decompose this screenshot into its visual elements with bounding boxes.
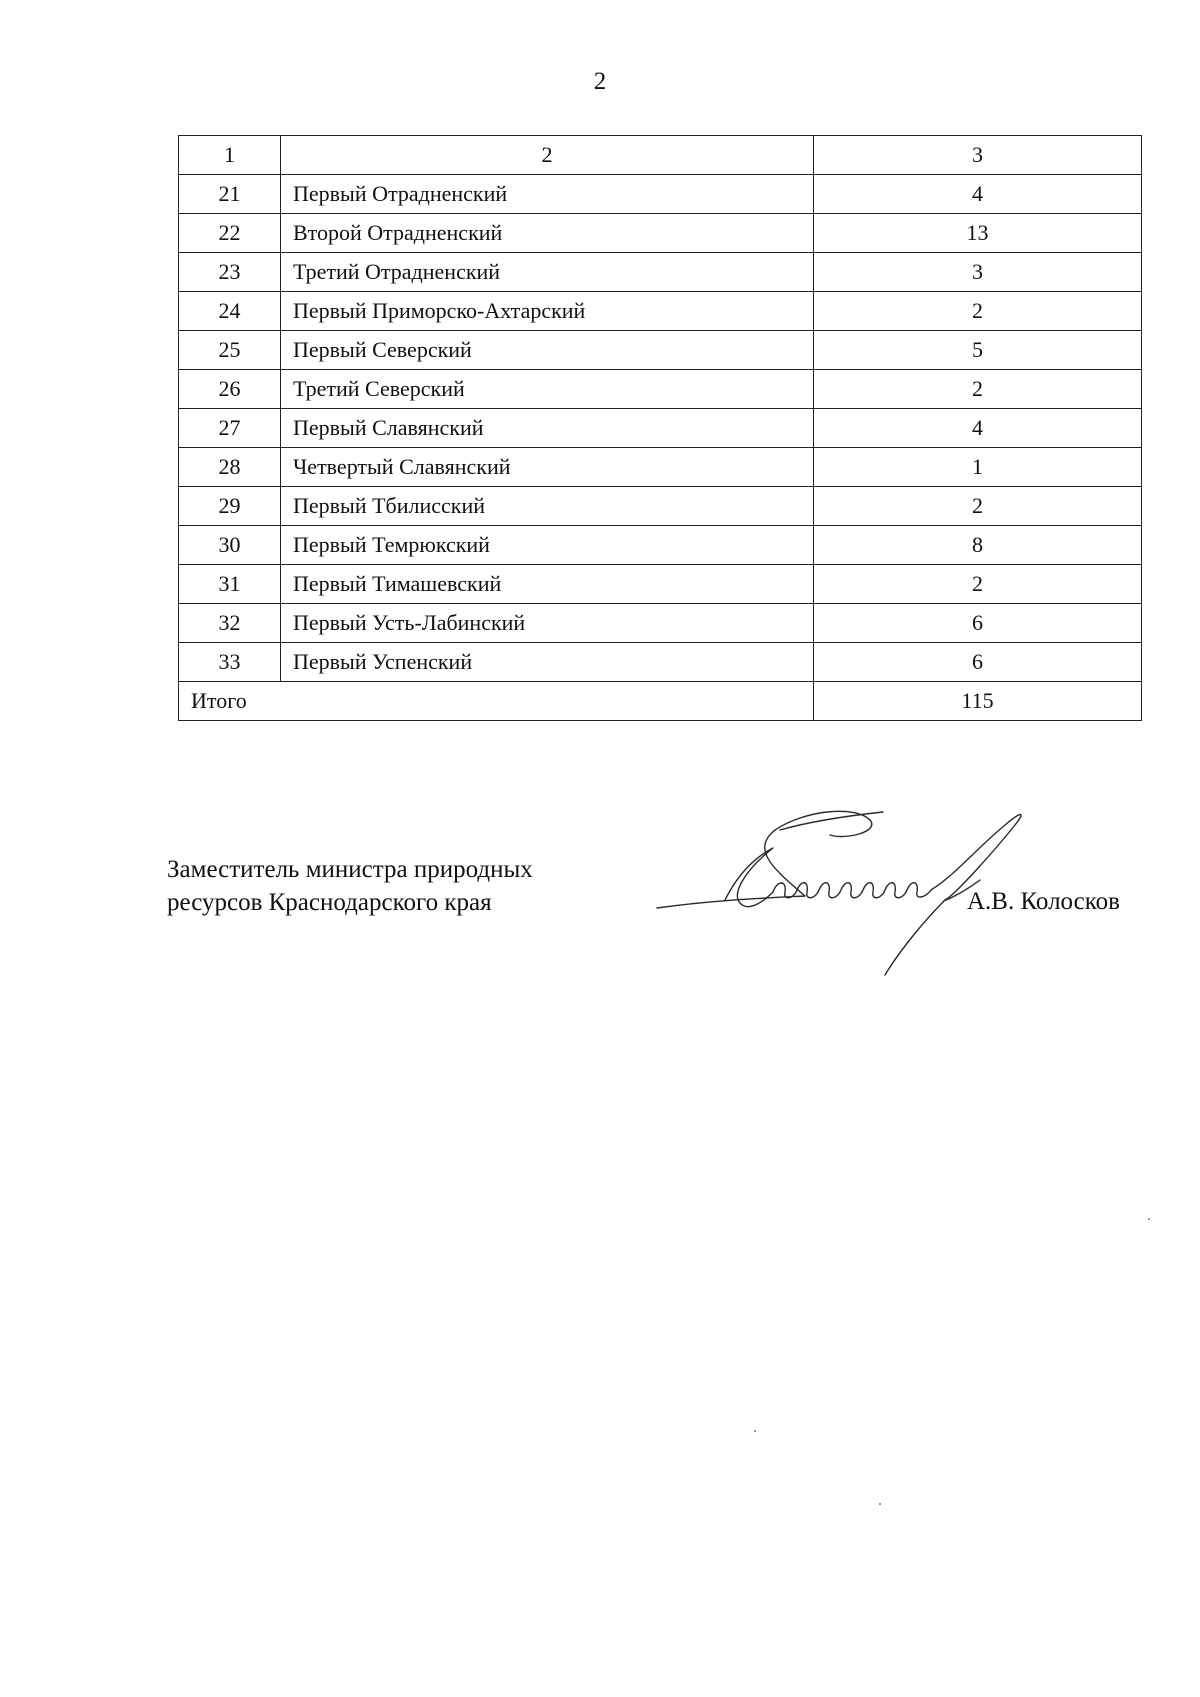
table-row <box>179 526 1142 565</box>
row-number-cell: 29 <box>179 487 281 526</box>
table-body <box>179 136 1142 721</box>
table-total-row <box>179 682 1142 721</box>
row-number-cell: 32 <box>179 604 281 643</box>
scan-speck <box>754 1430 756 1432</box>
row-value-cell: 6 <box>814 643 1142 682</box>
signer-name: А.В. Колосков <box>967 888 1120 915</box>
row-name-cell: Первый Усть-Лабинский <box>281 604 814 643</box>
row-number-cell: 31 <box>179 565 281 604</box>
total-label-cell: Итого <box>179 682 814 721</box>
table-row <box>179 448 1142 487</box>
row-name-cell: Первый Темрюкский <box>281 526 814 565</box>
row-value-cell: 5 <box>814 331 1142 370</box>
row-value-cell: 1 <box>814 448 1142 487</box>
table-row <box>179 214 1142 253</box>
row-value-cell: 6 <box>814 604 1142 643</box>
row-number-cell: 21 <box>179 175 281 214</box>
row-name-cell: Первый Тбилисский <box>281 487 814 526</box>
row-name-cell: Четвертый Славянский <box>281 448 814 487</box>
signer-position-line-2: ресурсов Краснодарского края <box>167 889 492 916</box>
table-row <box>179 643 1142 682</box>
column-value-header: 3 <box>814 136 1142 175</box>
page-number: 2 <box>593 68 607 95</box>
table-row <box>179 175 1142 214</box>
table-row <box>179 409 1142 448</box>
row-value-cell: 2 <box>814 565 1142 604</box>
total-value-cell: 115 <box>814 682 1142 721</box>
row-name-cell: Первый Северский <box>281 331 814 370</box>
table-row <box>179 253 1142 292</box>
table-row <box>179 487 1142 526</box>
table-row <box>179 604 1142 643</box>
row-number-cell: 26 <box>179 370 281 409</box>
row-value-cell: 13 <box>814 214 1142 253</box>
table-row <box>179 331 1142 370</box>
row-number-cell: 33 <box>179 643 281 682</box>
row-value-cell: 8 <box>814 526 1142 565</box>
row-name-cell: Третий Северский <box>281 370 814 409</box>
row-number-cell: 25 <box>179 331 281 370</box>
row-number-cell: 22 <box>179 214 281 253</box>
row-value-cell: 2 <box>814 292 1142 331</box>
table-header-row <box>179 136 1142 175</box>
column-name-header: 2 <box>281 136 814 175</box>
row-name-cell: Первый Приморско-Ахтарский <box>281 292 814 331</box>
row-name-cell: Третий Отрадненский <box>281 253 814 292</box>
table-row <box>179 370 1142 409</box>
signer-position <box>167 853 533 919</box>
scan-speck <box>1148 1218 1150 1220</box>
row-name-cell: Второй Отрадненский <box>281 214 814 253</box>
row-name-cell: Первый Отрадненский <box>281 175 814 214</box>
row-number-cell: 30 <box>179 526 281 565</box>
signer-position-line-1: Заместитель министра природных <box>167 856 533 883</box>
row-value-cell: 4 <box>814 409 1142 448</box>
row-number-cell: 27 <box>179 409 281 448</box>
allocation-table <box>178 135 1142 721</box>
row-value-cell: 3 <box>814 253 1142 292</box>
row-name-cell: Первый Тимашевский <box>281 565 814 604</box>
row-number-cell: 28 <box>179 448 281 487</box>
scan-speck <box>879 1503 881 1505</box>
column-number-header: 1 <box>179 136 281 175</box>
row-name-cell: Первый Успенский <box>281 643 814 682</box>
table-row <box>179 292 1142 331</box>
row-number-cell: 23 <box>179 253 281 292</box>
table-row <box>179 565 1142 604</box>
row-value-cell: 4 <box>814 175 1142 214</box>
row-number-cell: 24 <box>179 292 281 331</box>
row-value-cell: 2 <box>814 370 1142 409</box>
row-value-cell: 2 <box>814 487 1142 526</box>
row-name-cell: Первый Славянский <box>281 409 814 448</box>
